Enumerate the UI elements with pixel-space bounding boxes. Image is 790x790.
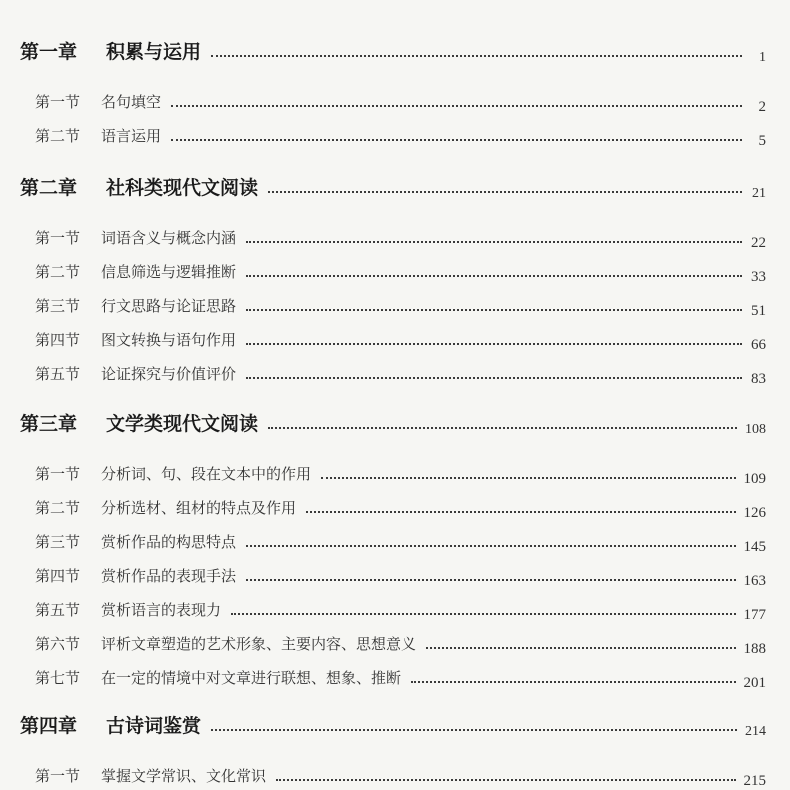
- section-row[interactable]: [0, 528, 790, 555]
- section-title: 在一定的情境中对文章进行联想、想象、推断: [101, 669, 402, 687]
- chapter-number: 第一章: [20, 41, 78, 63]
- section-title: 词语含义与概念内涵: [101, 229, 237, 247]
- section-number: 第二节: [35, 127, 81, 145]
- page-number: 2: [758, 99, 766, 115]
- section-row[interactable]: [0, 224, 790, 251]
- dot-leader: [171, 139, 742, 141]
- page-number: 83: [751, 371, 766, 387]
- dot-leader: [211, 729, 737, 731]
- section-row[interactable]: [0, 762, 790, 789]
- section-title: 名句填空: [101, 93, 162, 111]
- section-number: 第二节: [35, 499, 81, 517]
- section-row[interactable]: [0, 664, 790, 691]
- page-number: 5: [758, 133, 766, 149]
- section-number: 第二节: [35, 263, 81, 281]
- page-number: 21: [752, 186, 766, 201]
- dot-leader: [268, 191, 742, 193]
- page-number: 177: [743, 607, 766, 623]
- section-number: 第五节: [35, 601, 81, 619]
- section-title: 赏析语言的表现力: [101, 601, 222, 619]
- dot-leader: [411, 681, 735, 683]
- dot-leader: [276, 779, 735, 781]
- dot-leader: [246, 275, 742, 277]
- section-title: 行文思路与论证思路: [101, 297, 237, 315]
- chapter-title: 积累与运用: [106, 41, 202, 63]
- page-number: 109: [743, 471, 766, 487]
- section-title: 分析词、句、段在文本中的作用: [101, 465, 312, 483]
- section-row[interactable]: [0, 460, 790, 487]
- section-number: 第三节: [35, 297, 81, 315]
- section-title: 分析选材、组材的特点及作用: [101, 499, 297, 517]
- section-row[interactable]: [0, 494, 790, 521]
- section-number: 第六节: [35, 635, 81, 653]
- page-number: 1: [759, 50, 766, 65]
- section-row[interactable]: [0, 122, 790, 149]
- dot-leader: [246, 343, 742, 345]
- section-number: 第一节: [35, 93, 81, 111]
- chapter-row[interactable]: [0, 172, 790, 200]
- dot-leader: [268, 427, 737, 429]
- page-number: 126: [743, 505, 766, 521]
- dot-leader: [306, 511, 735, 513]
- section-title: 语言运用: [101, 127, 162, 145]
- section-number: 第四节: [35, 331, 81, 349]
- chapter-number: 第三章: [20, 413, 78, 435]
- section-number: 第三节: [35, 533, 81, 551]
- chapter-row[interactable]: [0, 36, 790, 64]
- dot-leader: [246, 241, 742, 243]
- page-number: 215: [743, 773, 766, 789]
- page-number: 163: [743, 573, 766, 589]
- section-title: 信息筛选与逻辑推断: [101, 263, 237, 281]
- chapter-row[interactable]: [0, 710, 790, 738]
- section-row[interactable]: [0, 326, 790, 353]
- section-row[interactable]: [0, 258, 790, 285]
- page-number: 108: [745, 422, 766, 437]
- dot-leader: [211, 55, 742, 57]
- page-number: 145: [743, 539, 766, 555]
- dot-leader: [321, 477, 735, 479]
- section-number: 第五节: [35, 365, 81, 383]
- section-number: 第一节: [35, 465, 81, 483]
- page-number: 66: [751, 337, 766, 353]
- section-row[interactable]: [0, 292, 790, 319]
- dot-leader: [246, 309, 742, 311]
- section-number: 第一节: [35, 229, 81, 247]
- section-title: 掌握文学常识、文化常识: [101, 767, 267, 785]
- page-number: 22: [751, 235, 766, 251]
- section-title: 评析文章塑造的艺术形象、主要内容、思想意义: [101, 635, 417, 653]
- section-number: 第四节: [35, 567, 81, 585]
- section-row[interactable]: [0, 562, 790, 589]
- dot-leader: [246, 579, 735, 581]
- chapter-row[interactable]: [0, 408, 790, 436]
- page-number: 201: [743, 675, 766, 691]
- page-number: 214: [745, 724, 766, 739]
- section-row[interactable]: [0, 630, 790, 657]
- chapter-title: 文学类现代文阅读: [106, 413, 259, 435]
- dot-leader: [231, 613, 735, 615]
- chapter-title: 社科类现代文阅读: [106, 177, 259, 199]
- section-title: 赏析作品的表现手法: [101, 567, 237, 585]
- section-title: 论证探究与价值评价: [101, 365, 237, 383]
- section-row[interactable]: [0, 596, 790, 623]
- page-number: 33: [751, 269, 766, 285]
- section-number: 第七节: [35, 669, 81, 687]
- section-title: 赏析作品的构思特点: [101, 533, 237, 551]
- chapter-number: 第二章: [20, 177, 78, 199]
- dot-leader: [246, 377, 742, 379]
- section-row[interactable]: [0, 88, 790, 115]
- page-number: 188: [743, 641, 766, 657]
- chapter-title: 古诗词鉴赏: [106, 715, 202, 737]
- section-title: 图文转换与语句作用: [101, 331, 237, 349]
- dot-leader: [246, 545, 735, 547]
- section-row[interactable]: [0, 360, 790, 387]
- dot-leader: [426, 647, 735, 649]
- dot-leader: [171, 105, 742, 107]
- section-number: 第一节: [35, 767, 81, 785]
- chapter-number: 第四章: [20, 715, 78, 737]
- page-number: 51: [751, 303, 766, 319]
